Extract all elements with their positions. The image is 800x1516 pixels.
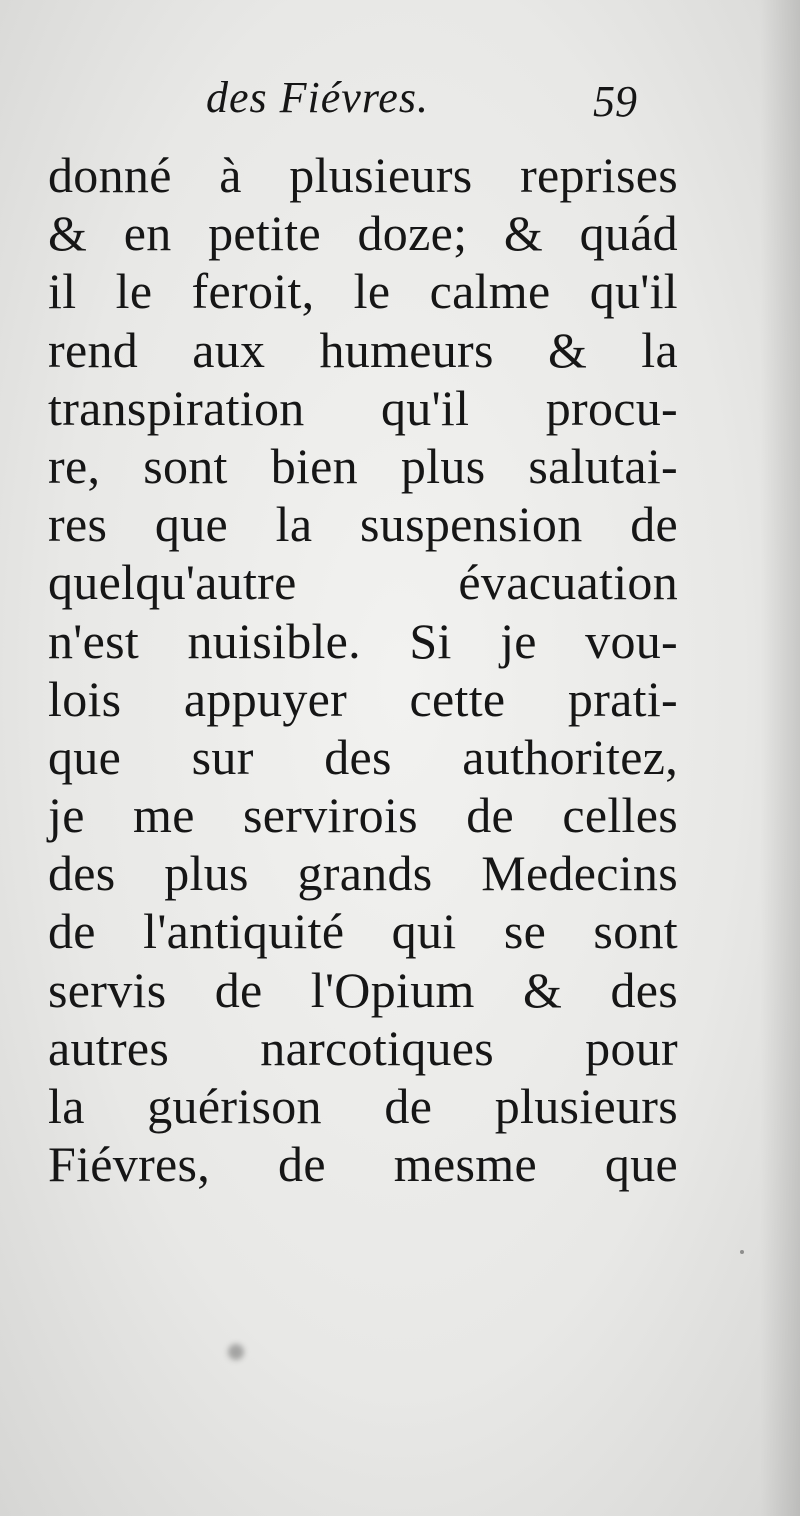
text-line: autres narcotiques pour xyxy=(48,1019,678,1076)
paper-speck xyxy=(740,1250,744,1254)
text-line: des plus grands Medecins xyxy=(48,845,678,902)
page-number: 59 xyxy=(593,77,637,126)
text-line: il le feroit, le calme qu'il xyxy=(48,263,678,320)
text-line: quelqu'autre évacuation xyxy=(48,554,678,611)
text-line: re, sont bien plus salutai- xyxy=(48,437,678,494)
text-line: Fiévres, de mesme que xyxy=(48,1136,678,1193)
text-line: transpiration qu'il procu- xyxy=(48,379,678,436)
body-text xyxy=(48,146,678,1193)
text-line: servis de l'Opium & des xyxy=(48,961,678,1018)
text-line: je me servirois de celles xyxy=(48,787,678,844)
text-line: & en petite doze; & quád xyxy=(48,205,678,262)
running-head xyxy=(48,72,668,132)
page-edge-shadow xyxy=(760,0,800,1516)
running-title: des Fiévres. xyxy=(206,73,429,122)
text-line: n'est nuisible. Si je vou- xyxy=(48,612,678,669)
text-line: la guérison de plusieurs xyxy=(48,1078,678,1134)
text-line: de l'antiquité qui se sont xyxy=(48,903,678,960)
text-line: lois appuyer cette prati- xyxy=(48,670,678,727)
text-line: rend aux humeurs & la xyxy=(48,321,678,378)
ink-smudge xyxy=(228,1344,244,1360)
text-line: res que la suspension de xyxy=(48,496,678,553)
text-line: donné à plusieurs reprises xyxy=(48,147,678,203)
text-line: que sur des authoritez, xyxy=(48,728,678,785)
